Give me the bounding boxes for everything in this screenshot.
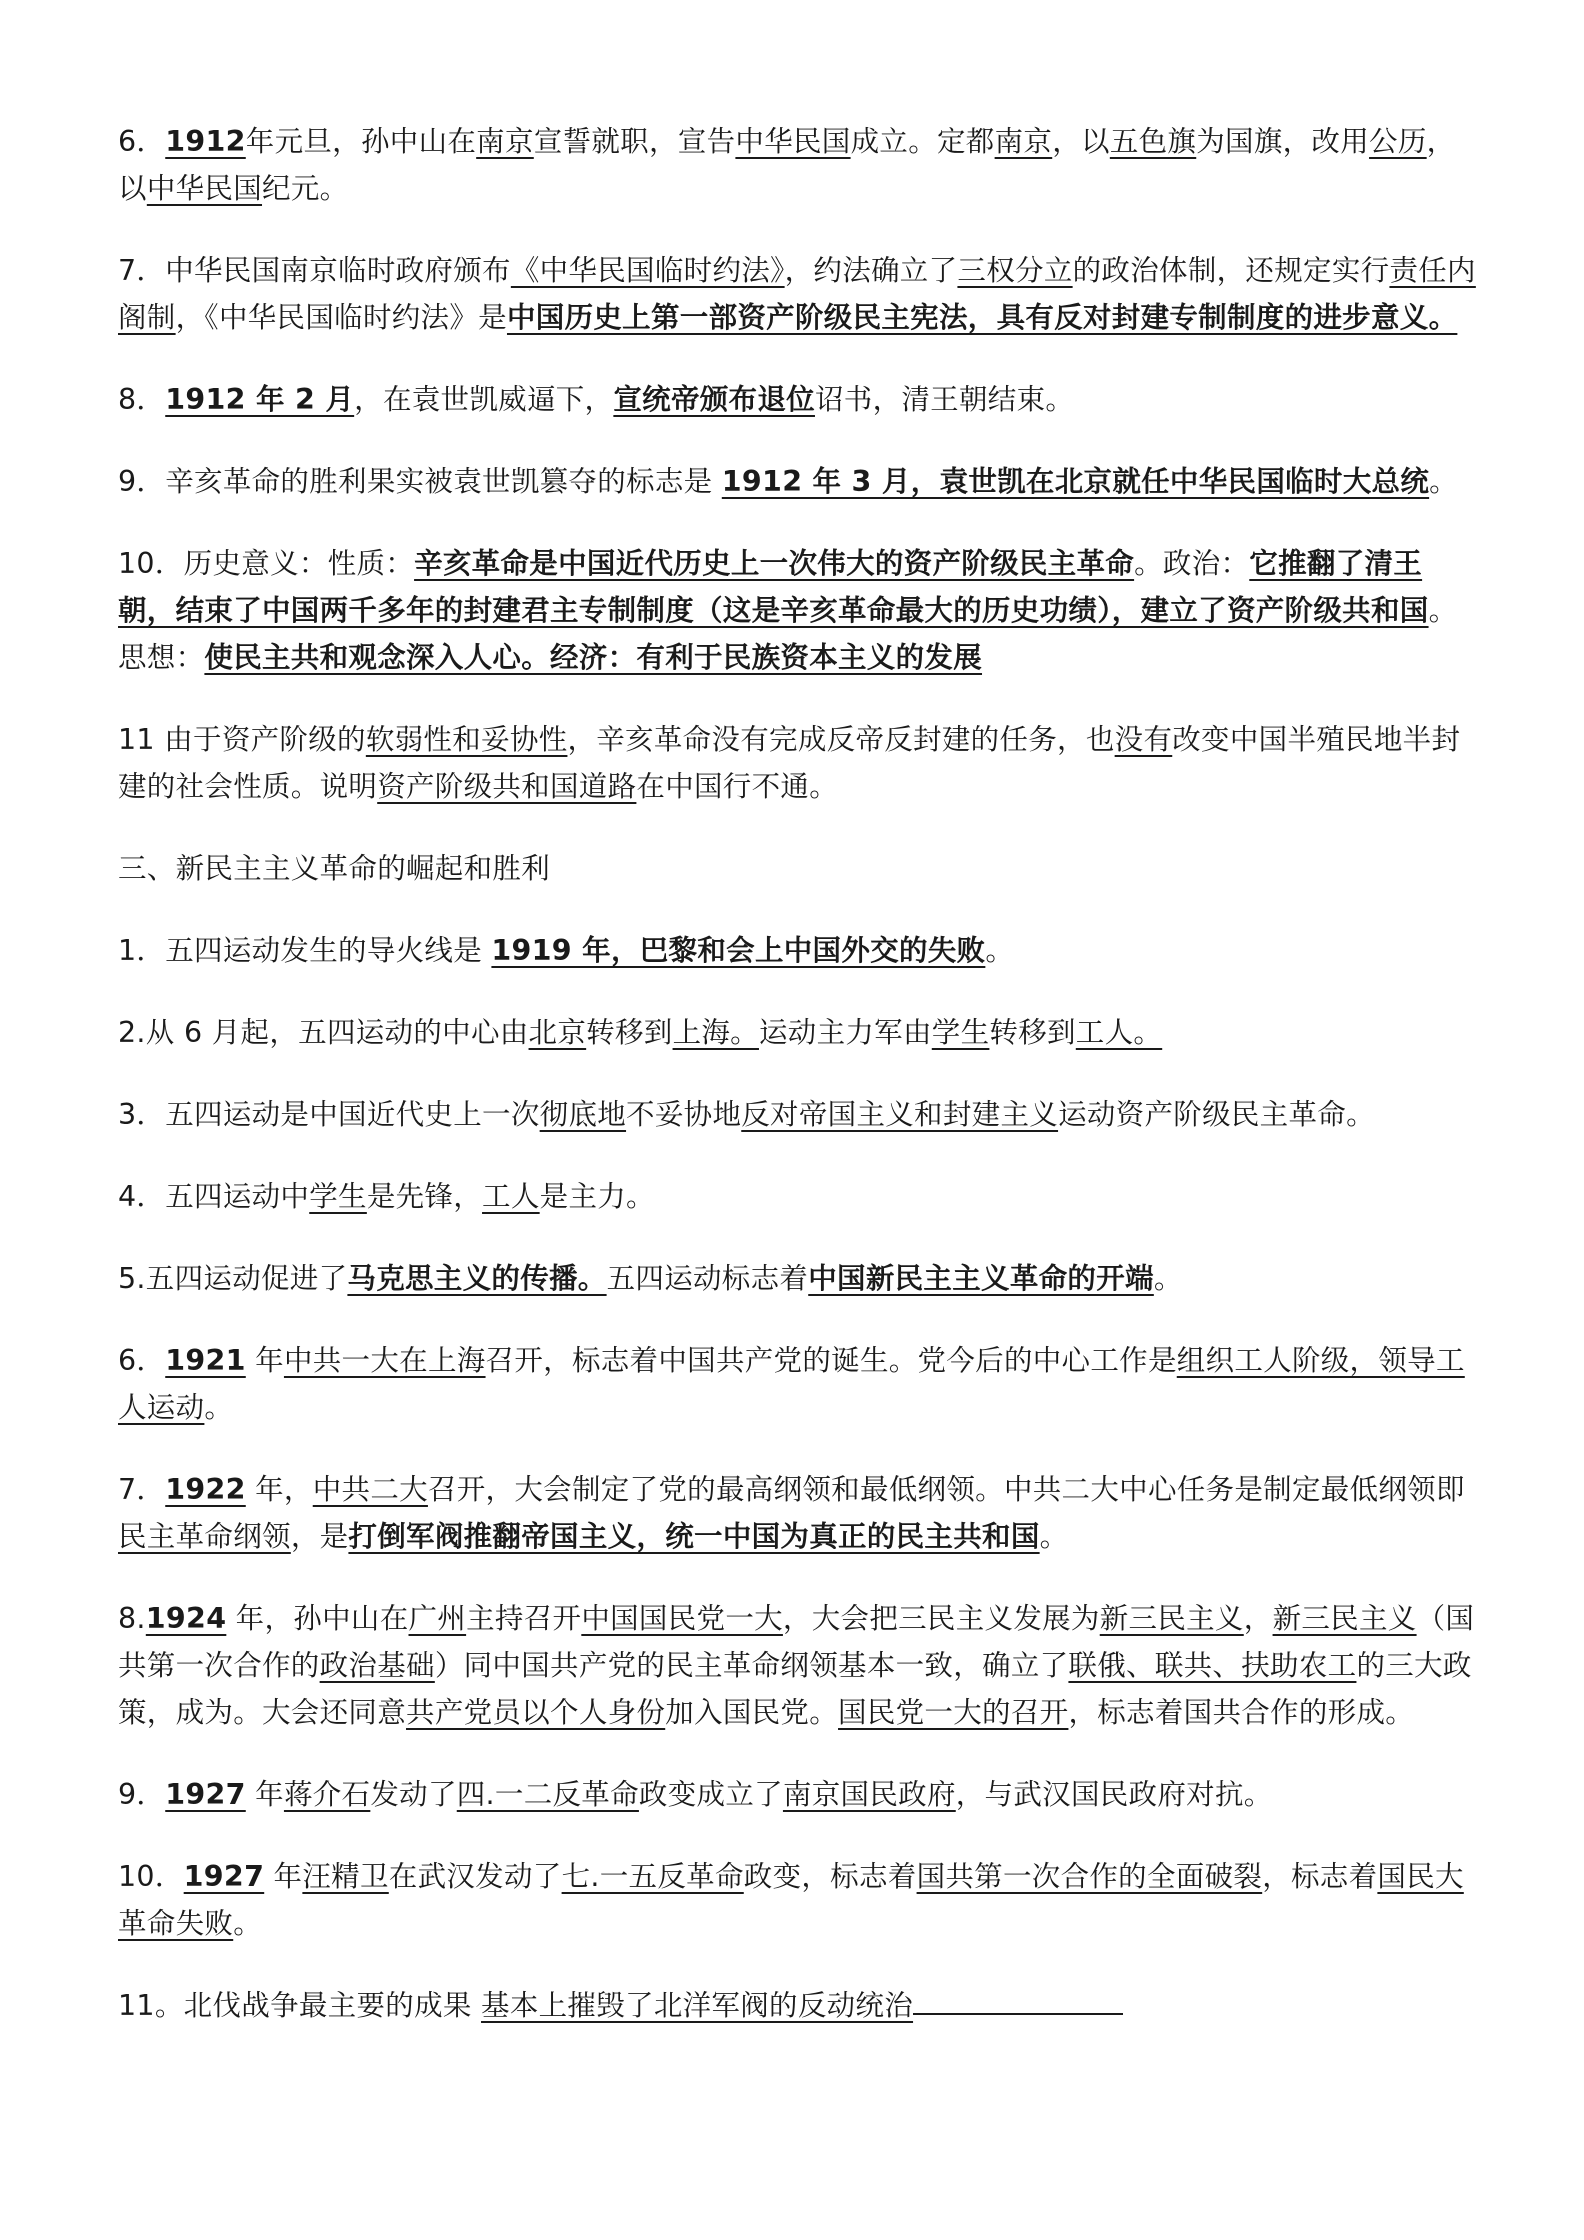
text-run: ，《中华民国临时约法》是 xyxy=(175,301,507,334)
paragraph-p11 xyxy=(118,716,1478,810)
text-run: 8． xyxy=(118,383,166,416)
paragraph-q3 xyxy=(118,1091,1478,1138)
text-run: 转移到 xyxy=(586,1016,673,1049)
underlined-keyword: 1912 年 3 月，袁世凯在北京就任中华民国临时大总统 xyxy=(721,465,1430,498)
text-run: 五四运动标志着 xyxy=(606,1262,809,1295)
underlined-keyword: 公历 xyxy=(1369,125,1427,158)
underlined-keyword: 1912 xyxy=(165,125,246,158)
text-run: 。 xyxy=(233,1907,263,1940)
text-run: 2.从 6 月起，五四运动的中心由 xyxy=(118,1016,529,1049)
underlined-keyword: 国民大革命失败 xyxy=(118,1860,1464,1940)
text-run: 4．五四运动中 xyxy=(118,1180,310,1213)
text-run: 政变成立了 xyxy=(638,1778,783,1811)
underlined-keyword: 反对帝国主义和封建主义 xyxy=(741,1098,1059,1131)
text-run: 改变中国半殖民地半封建的社会性质。说明 xyxy=(118,723,1461,803)
text-run: ，以 xyxy=(1052,125,1110,158)
text-run: 宣誓就职，宣告 xyxy=(533,125,736,158)
text-run: 政变，标志着 xyxy=(743,1860,917,1893)
text-run: ，约法确立了 xyxy=(784,254,958,287)
text-run: 。 xyxy=(1429,465,1458,498)
underlined-keyword: 责任内阁制 xyxy=(118,254,1476,334)
text-run: 诏书，清王朝结束。 xyxy=(814,383,1075,416)
underlined-keyword: 马克思主义的传播。 xyxy=(347,1262,607,1295)
underlined-keyword: 使民主共和观念深入人心。经济：有利于民族资本主义的发展 xyxy=(204,641,983,674)
underlined-keyword: 中国国民党一大 xyxy=(581,1602,783,1635)
underlined-keyword: 1919 年，巴黎和会上中国外交的失败 xyxy=(491,934,986,967)
underlined-keyword: 中国新民主主义革命的开端 xyxy=(808,1262,1154,1295)
document-page xyxy=(118,118,1478,2064)
text-run: 7． xyxy=(118,1473,166,1506)
underlined-keyword: 1921 xyxy=(165,1344,246,1377)
underlined-keyword: 中共二大 xyxy=(312,1473,428,1506)
paragraph-p7 xyxy=(118,247,1478,341)
text-run: 年，孙中山在 xyxy=(226,1602,409,1635)
underlined-keyword: 政治基础 xyxy=(319,1649,435,1682)
paragraph-q1 xyxy=(118,927,1478,974)
underlined-keyword: 上海。 xyxy=(672,1016,759,1049)
underlined-keyword: 辛亥革命是中国近代历史上一次伟大的资产阶级民主革命 xyxy=(414,547,1135,580)
text-run: 。 xyxy=(1153,1262,1183,1295)
text-run: 在中国行不通。 xyxy=(636,770,839,803)
underlined-keyword: 中华民国 xyxy=(735,125,851,158)
underlined-keyword: 1922 xyxy=(165,1473,246,1506)
text-run: ，与武汉国民政府对抗。 xyxy=(955,1778,1273,1811)
text-run: 9． xyxy=(118,1778,166,1811)
paragraph-q5 xyxy=(118,1255,1478,1302)
underlined-keyword: 没有 xyxy=(1114,723,1173,756)
underlined-keyword: 北京 xyxy=(528,1016,587,1049)
underlined-keyword: 彻底地 xyxy=(539,1098,627,1131)
paragraph-q8 xyxy=(118,1595,1478,1736)
underlined-keyword: 七.一五反革命 xyxy=(561,1860,744,1893)
underlined-keyword: 国共第一次合作的全面破裂 xyxy=(916,1860,1263,1893)
paragraph-q11 xyxy=(118,1982,1478,2029)
underlined-keyword: 《中华民国临时约法》 xyxy=(510,254,785,287)
underlined-keyword: 联俄、联共、扶助农工 xyxy=(1068,1649,1357,1682)
text-run: 主持召开 xyxy=(466,1602,582,1635)
underlined-keyword: 1927 xyxy=(165,1778,246,1811)
underlined-keyword: 宣统帝颁布退位 xyxy=(613,383,815,416)
text-run: 10．历史意义：性质： xyxy=(118,547,415,580)
text-run: 。政治： xyxy=(1134,547,1250,580)
text-run: 年， xyxy=(245,1473,313,1506)
text-run: 运动主力军由 xyxy=(758,1016,932,1049)
paragraph-p10 xyxy=(118,540,1478,681)
text-run: ，以 xyxy=(118,125,1456,205)
underlined-keyword: 汪精卫 xyxy=(302,1860,389,1893)
text-run: 不妥协地 xyxy=(626,1098,742,1131)
underlined-keyword: 1927 xyxy=(183,1860,265,1893)
text-run: ， xyxy=(1243,1602,1273,1635)
underlined-keyword: 南京国民政府 xyxy=(782,1778,956,1811)
section-heading xyxy=(118,845,1478,892)
text-run: 8. xyxy=(118,1602,146,1635)
underlined-keyword: 它推翻了清王朝，结束了中国两千多年的封建君主专制制度（这是辛亥革命最大的历史功绩），建立了资产阶级共和国 xyxy=(118,547,1429,627)
text-run: 召开，大会制定了党的最高纲领和最低纲领。中共二大中心任务是制定最低纲领即 xyxy=(427,1473,1465,1506)
text-run: 6． xyxy=(118,1344,166,1377)
underlined-keyword: 南京 xyxy=(994,125,1053,158)
text-run: 。 xyxy=(985,934,1015,967)
text-run: 。 xyxy=(1039,1520,1069,1553)
text-run: 。思想： xyxy=(118,594,1458,674)
underlined-keyword: 组织工人阶级，领导工人运动 xyxy=(118,1344,1465,1424)
text-run: 运动资产阶级民主革命。 xyxy=(1058,1098,1375,1131)
text-run: 9．辛亥革命的胜利果实被袁世凯篡夺的标志是 xyxy=(118,465,722,498)
text-run: 年 xyxy=(264,1860,303,1893)
text-run: 年 xyxy=(245,1778,284,1811)
text-run: 年 xyxy=(245,1344,284,1377)
text-run: 11。北伐战争最主要的成果 xyxy=(118,1989,482,2022)
text-run: 5.五四运动促进了 xyxy=(118,1262,348,1295)
text-run: 是主力。 xyxy=(539,1180,655,1213)
underlined-keyword: 中国历史上第一部资产阶级民主宪法，具有反对封建专制制度的进步意义。 xyxy=(506,301,1458,334)
text-run: ，在袁世凯威逼下， xyxy=(354,383,614,416)
underlined-keyword: 五色旗 xyxy=(1109,125,1197,158)
underlined-keyword: 打倒军阀推翻帝国主义，统一中国为真正的民主共和国 xyxy=(348,1520,1040,1553)
text-run: 是先锋， xyxy=(366,1180,483,1213)
underlined-keyword: 基本上摧毁了北洋军阀的反动统治 xyxy=(481,1989,914,2022)
text-run: ）同中国共产党的民主革命纲领基本一致，确立了 xyxy=(434,1649,1069,1682)
underlined-keyword: 国民党一大的召开 xyxy=(838,1696,1069,1729)
paragraph-q9 xyxy=(118,1771,1478,1818)
underlined-keyword: 工人 xyxy=(482,1180,540,1213)
paragraph-p9 xyxy=(118,458,1478,505)
paragraph-q6 xyxy=(118,1337,1478,1431)
underlined-keyword: 蒋介石 xyxy=(283,1778,371,1811)
text-run: 1．五四运动发生的导火线是 xyxy=(118,934,492,967)
paragraph-q2 xyxy=(118,1009,1478,1056)
paragraph-p6 xyxy=(118,118,1478,212)
underlined-keyword: 软弱性和妥协性 xyxy=(365,723,568,756)
text-run: 年元旦，孙中山在 xyxy=(245,125,477,158)
paragraph-q7 xyxy=(118,1466,1478,1560)
underlined-keyword: 资产阶级共和国道路 xyxy=(377,770,637,803)
underlined-keyword: 广州 xyxy=(408,1602,467,1635)
text-run: 纪元。 xyxy=(262,172,349,205)
underlined-keyword: 新三民主义 xyxy=(1099,1602,1244,1635)
paragraph-q10 xyxy=(118,1853,1478,1947)
answer-blank-line xyxy=(913,1983,1123,2015)
text-run: ，标志着国共合作的形成。 xyxy=(1068,1696,1415,1729)
text-run: 三、新民主主义革命的崛起和胜利 xyxy=(118,852,551,885)
text-run: 召开，标志着中国共产党的诞生。党今后的中心工作是 xyxy=(485,1344,1177,1377)
paragraph-q4 xyxy=(118,1173,1478,1220)
text-run: 发动了 xyxy=(370,1778,457,1811)
underlined-keyword: 中共一大在上海 xyxy=(283,1344,486,1377)
text-run: （国共第一次合作的 xyxy=(118,1602,1475,1682)
text-run: 成立。定都 xyxy=(850,125,995,158)
underlined-keyword: 工人。 xyxy=(1075,1016,1163,1049)
underlined-keyword: 南京 xyxy=(476,125,534,158)
text-run: 转移到 xyxy=(989,1016,1076,1049)
text-run: 7．中华民国南京临时政府颁布 xyxy=(118,254,511,287)
text-run: ，辛亥革命没有完成反帝反封建的任务，也 xyxy=(567,723,1115,756)
text-run: 加入国民党。 xyxy=(665,1696,839,1729)
underlined-keyword: 1924 xyxy=(145,1602,227,1635)
text-run: 在武汉发动了 xyxy=(388,1860,562,1893)
paragraph-p8 xyxy=(118,376,1478,423)
text-run: 6． xyxy=(118,125,166,158)
underlined-keyword: 四.一二反革命 xyxy=(456,1778,639,1811)
underlined-keyword: 1912 年 2 月 xyxy=(165,383,355,416)
underlined-keyword: 学生 xyxy=(931,1016,990,1049)
text-run: 3．五四运动是中国近代史上一次 xyxy=(118,1098,540,1131)
underlined-keyword: 三权分立 xyxy=(957,254,1073,287)
text-run: 11 由于资产阶级的 xyxy=(118,723,366,756)
text-run: 的三大政策，成为。大会还同意 xyxy=(118,1649,1472,1729)
underlined-keyword: 学生 xyxy=(309,1180,367,1213)
text-run: ，是 xyxy=(290,1520,349,1553)
underlined-keyword: 中华民国 xyxy=(146,172,263,205)
underlined-keyword: 民主革命纲领 xyxy=(118,1520,291,1553)
text-run: ，大会把三民主义发展为 xyxy=(782,1602,1100,1635)
underlined-keyword: 共产党员以个人身份 xyxy=(406,1696,666,1729)
underlined-keyword: 新三民主义 xyxy=(1272,1602,1417,1635)
text-run: 10． xyxy=(118,1860,184,1893)
text-run: ，标志着 xyxy=(1262,1860,1378,1893)
text-run: 为国旗，改用 xyxy=(1196,125,1370,158)
text-run: 。 xyxy=(204,1391,234,1424)
text-run: 的政治体制，还规定实行 xyxy=(1072,254,1390,287)
